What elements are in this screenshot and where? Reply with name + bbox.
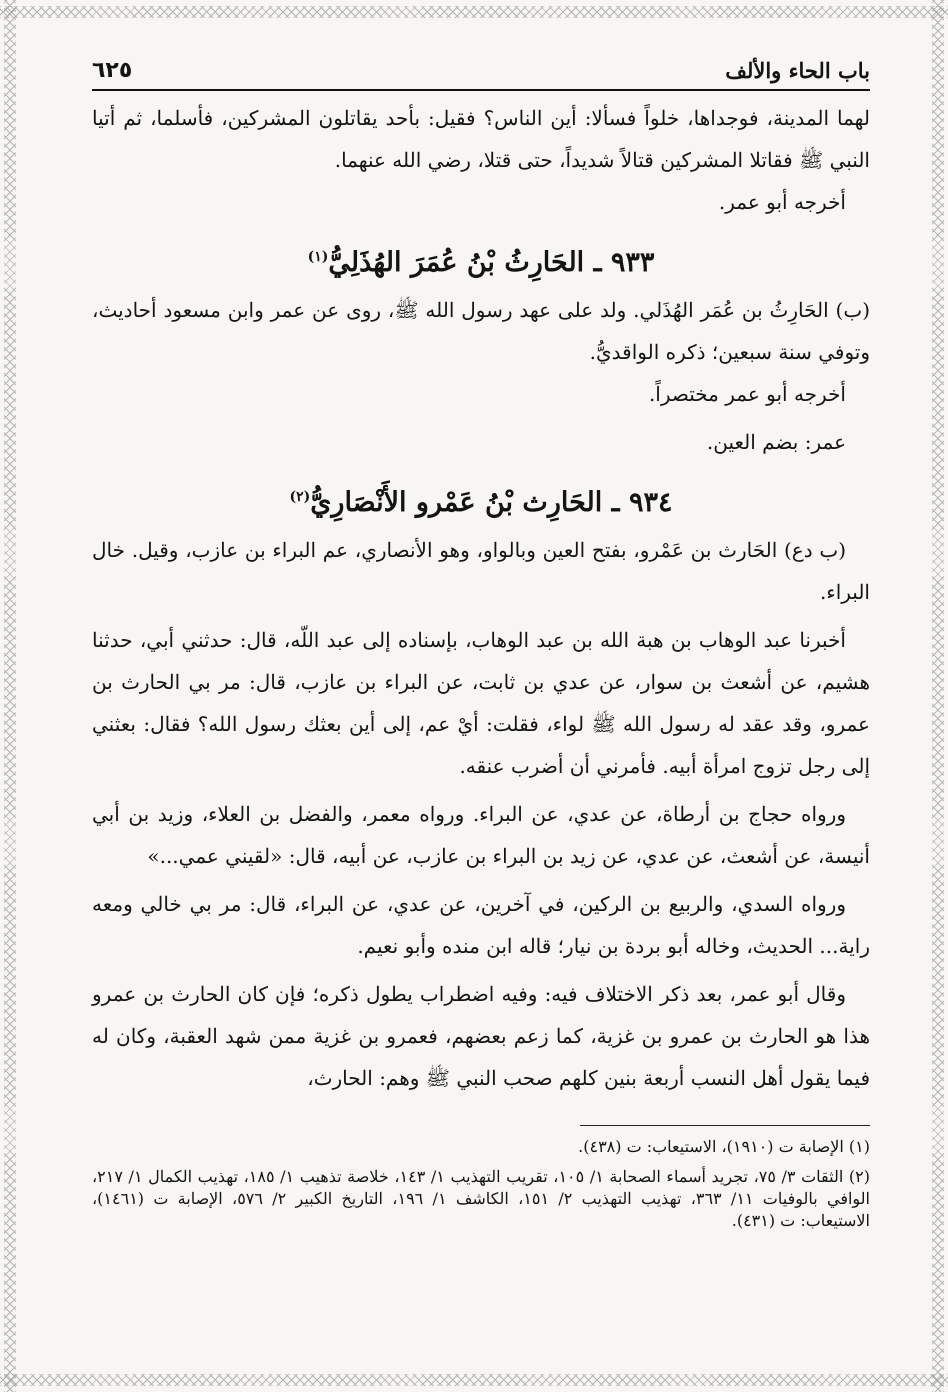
- footnote-ref: (١): [307, 249, 329, 265]
- page-number: ٦٢٥: [92, 58, 133, 83]
- paragraph: عمر: بضم العين.: [706, 430, 846, 454]
- paragraph: ورواه السدي، والربيع بن الركين، في آخرين، عن عدي، عن البراء، قال: مر بي خالي ومعه راية... الحديث، وخاله أبو بردة بن نيار؛ قاله ابن منده وأبو نعيم.: [92, 892, 870, 958]
- footnotes: [92, 1125, 870, 1232]
- footnote-ref: (٢): [289, 489, 311, 505]
- footnote-rule: [580, 1125, 870, 1126]
- entry-heading-934: [92, 475, 870, 525]
- paragraph: وقال أبو عمر، بعد ذكر الاختلاف فيه: وفيه اضطراب يطول ذكره؛ فإن كان الحارث بن عمرو هذا هو الحارث بن عمرو بن غزية، كما زعم بعضهم، فعمرو بن غزية ممن شهد العقبة، وكان له فيما يقول أهل النسب أربعة بنين كلهم صحب النبي ﷺ وهم: الحارث،: [92, 982, 871, 1090]
- decorative-border-right: [932, 0, 944, 1392]
- paragraph: أخبرنا عبد الوهاب بن هبة الله بن عبد الوهاب، بإسناده إلى عبد اللّه، قال: حدثني أبي، حدثنا هشيم، عن أشعث بن سوار، عن عدي بن ثابت، عن البراء بن عازب، قال: مر بي الحارث بن عمرو، وقد عقد له رسول الله ﷺ لواء، فقلت: أيْ عم، إلى أين بعثك رسول الله؟ فقال: بعثني إلى رجل تزوج امرأة أبيه. فأمرني أن أضرب عنقه.: [92, 628, 870, 778]
- book-page: [92, 58, 870, 1240]
- decorative-border-bottom: [0, 1374, 948, 1386]
- footnote-2: (٢) الثقات ٣/ ٧٥، تجريد أسماء الصحابة ١/ ١٠٥، تقريب التهذيب ١/ ١٤٣، خلاصة تذهيب ١/ ١٨٥، تهذيب الكمال ١/ ٢١٧، الوافي بالوفيات ١١/ ٣٦٣، تهذيب التهذيب ٢/ ١٥١، الكاشف ١/ ١٩٦، التاريخ الكبير ٢/ ٥٧٦، الإصابة ت (١٤٦١)، الاستيعاب: ت (٤٣١).: [92, 1167, 870, 1230]
- paragraph: أخرجه أبو عمر.: [718, 190, 846, 214]
- heading-text: ٩٣٤ ـ الحَارِث بْنُ عَمْرو الأَنْصَارِيُّ: [310, 487, 673, 518]
- decorative-border-top: [0, 6, 948, 18]
- chapter-title: باب الحاء والألف: [725, 58, 870, 83]
- paragraph: (ب) الحَارِثُ بن عُمَر الهُذَلي. ولد على عهد رسول الله ﷺ، روى عن عمر وابن مسعود أحاديث، وتوفي سنة سبعين؛ ذكره الواقديُّ.: [92, 298, 870, 364]
- decorative-border-left: [4, 0, 16, 1392]
- heading-text: ٩٣٣ ـ الحَارِثُ بْنُ عُمَرَ الهُذَلِيُّ: [328, 247, 655, 278]
- paragraph: أخرجه أبو عمر مختصراً.: [648, 382, 846, 406]
- footnote-1: (١) الإصابة ت (١٩١٠)، الاستيعاب: ت (٤٣٨).: [578, 1137, 870, 1156]
- paragraph: ورواه حجاج بن أرطاة، عن عدي، عن البراء. ورواه معمر، والفضل بن العلاء، وزيد بن أبي أنيسة، عن أشعث، عن عدي، عن زيد بن البراء بن عازب، عن أبيه، قال: «لقيني عمي...»: [92, 802, 870, 868]
- running-header: [92, 58, 870, 91]
- paragraph: لهما المدينة، فوجداها، خلواً فسألا: أين الناس؟ فقيل: بأحد يقاتلون المشركين، فأسلما، ثم أتيا النبي ﷺ فقاتلا المشركين قتالاً شديداً، حتى قتلا، رضي الله عنهما.: [92, 106, 870, 172]
- entry-heading-933: [92, 235, 870, 285]
- paragraph: (ب دع) الحَارث بن عَمْرو، بفتح العين وبالواو، وهو الأنصاري، عم البراء بن عازب، وقيل. خال البراء.: [92, 538, 870, 604]
